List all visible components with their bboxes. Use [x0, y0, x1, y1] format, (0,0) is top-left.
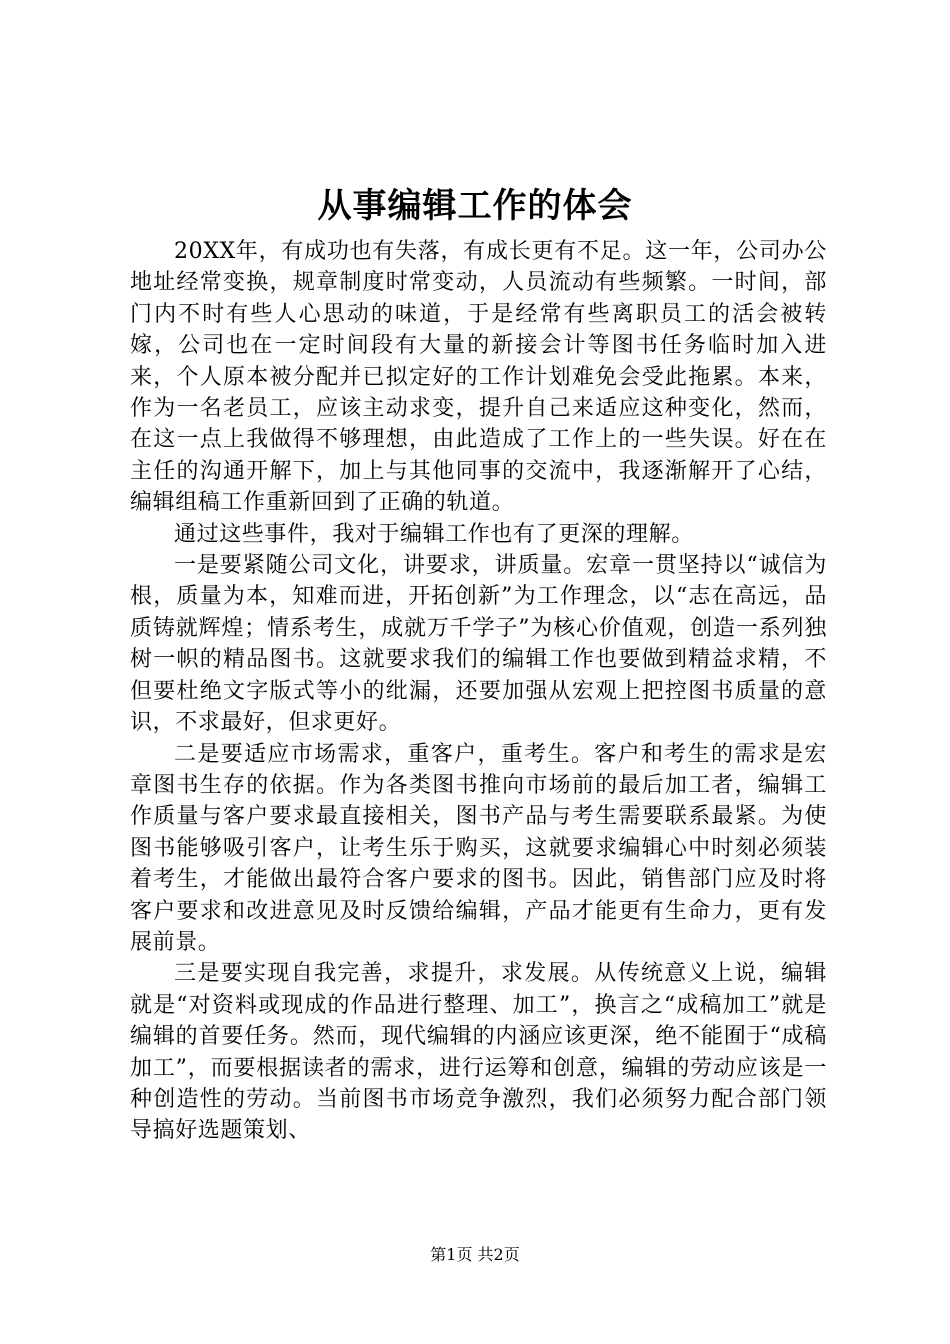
page-number-footer: 第1页 共2页: [430, 1245, 520, 1264]
paragraph-1: 20XX年，有成功也有失落，有成长更有不足。这一年，公司办公地址经常变换，规章制度时常变动，人员流动有些频繁。一时间，部门内不时有些人心思动的味道，于是经常有些离职员工的活会被转嫁，公司也在一定时间段有大量的新接会计等图书任务临时加入进来，个人原本被分配并已拟定好的工作计划难免会受此拖累。本来，作为一名老员工，应该主动求变，提升自己来适应这种变化，然而，在这一点上我做得不够理想，由此造成了工作上的一些失误。好在在主任的沟通开解下，加上与其他同事的交流中，我逐渐解开了心结，编辑组稿工作重新回到了正确的轨道。: [130, 239, 827, 516]
paragraph-3: 一是要紧随公司文化，讲要求，讲质量。宏章一贯坚持以“诚信为根，质量为本，知难而进，开拓创新”为工作理念，以“志在高远，品质铸就辉煌；情系考生，成就万千学子”为核心价值观，创造一系列独树一帜的精品图书。这就要求我们的编辑工作也要做到精益求精，不但要杜绝文字版式等小的纰漏，还要加强从宏观上把控图书质量的意识，不求最好，但求更好。: [130, 553, 827, 736]
document-title: 从事编辑工作的体会: [317, 186, 633, 226]
paragraph-5: 三是要实现自我完善，求提升，求发展。从传统意义上说，编辑就是“对资料或现成的作品进行整理、加工”，换言之“成稿加工”就是编辑的首要任务。然而，现代编辑的内涵应该更深，绝不能囿于“成稿加工”，而要根据读者的需求，进行运筹和创意，编辑的劳动应该是一种创造性的劳动。当前图书市场竞争激烈，我们必须努力配合部门领导搞好选题策划、: [130, 961, 827, 1144]
paragraph-2: 通过这些事件，我对于编辑工作也有了更深的理解。: [174, 521, 694, 547]
paragraph-4: 二是要适应市场需求，重客户，重考生。客户和考生的需求是宏章图书生存的依据。作为各类图书推向市场前的最后加工者，编辑工作质量与客户要求最直接相关，图书产品与考生需要联系最紧。为使图书能够吸引客户，让考生乐于购买，这就要求编辑心中时刻必须装着考生，才能做出最符合客户要求的图书。因此，销售部门应及时将客户要求和改进意见及时反馈给编辑，产品才能更有生命力，更有发展前景。: [130, 741, 827, 955]
document-body: [130, 236, 827, 1147]
